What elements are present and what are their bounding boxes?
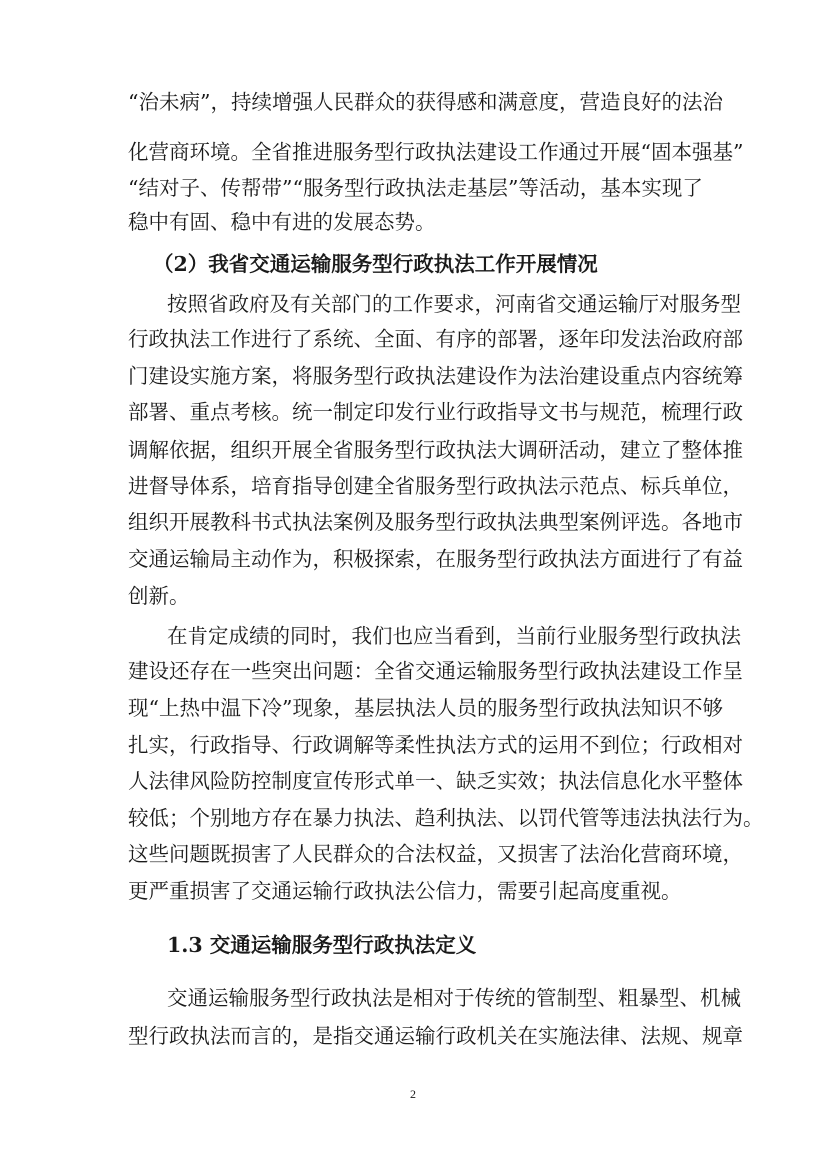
page-number: 2 [410,1087,416,1101]
paragraph-2-line-6: 进督导体系，培育指导创建全省服务型行政执法示范点、标兵单位， [128,474,743,498]
paragraph-3-line-1: 在肯定成绩的同时，我们也应当看到，当前行业服务型行政执法 [167,624,741,648]
paragraph-2-line-8: 交通运输局主动作为，积极探索，在服务型行政执法方面进行了有益 [128,547,743,571]
paragraph-3-line-2: 建设还存在一些突出问题：全省交通运输服务型行政执法建设工作呈 [128,659,743,683]
paragraph-2-line-5: 调解依据，组织开展全省服务型行政执法大调研活动，建立了整体推 [128,438,743,462]
paragraph-3-line-7: 这些问题既损害了人民群众的合法权益，又损害了法治化营商环境， [128,842,743,866]
paragraph-2-line-4: 部署、重点考核。统一制定印发行业行政指导文书与规范，梳理行政 [128,400,743,424]
paragraph-3-line-6: 较低；个别地方存在暴力执法、趋利执法、以罚代管等违法执法行为。 [128,806,764,830]
paragraph-1-line-1: “治未病”，持续增强人民群众的获得感和满意度，营造良好的法治 [128,90,723,114]
paragraph-2-line-1: 按照省政府及有关部门的工作要求，河南省交通运输厅对服务型 [167,292,741,316]
paragraph-3-line-8: 更严重损害了交通运输行政执法公信力，需要引起高度重视。 [128,879,682,903]
section-heading-1-3: 1.3 交通运输服务型行政执法定义 [167,933,477,957]
paragraph-2-line-3: 门建设实施方案，将服务型行政执法建设作为法治建设重点内容统筹 [128,364,743,388]
paragraph-4-line-1: 交通运输服务型行政执法是相对于传统的管制型、粗暴型、机械 [167,986,741,1010]
paragraph-1-line-3: “结对子、传帮带”“服务型行政执法走基层”等活动，基本实现了 [128,176,703,200]
paragraph-4-line-2: 型行政执法而言的，是指交通运输行政机关在实施法律、法规、规章 [128,1024,743,1048]
section-heading-2: （2）我省交通运输服务型行政执法工作开展情况 [153,252,598,276]
paragraph-2-line-7: 组织开展教科书式执法案例及服务型行政执法典型案例评选。各地市 [128,510,743,534]
paragraph-1-line-4: 稳中有固、稳中有进的发展态势。 [128,210,436,234]
paragraph-3-line-3: 现“上热中温下冷”现象，基层执法人员的服务型行政执法知识不够 [128,696,723,720]
paragraph-1-line-2: 化营商环境。全省推进服务型行政执法建设工作通过开展“固本强基” [128,140,744,164]
paragraph-2-line-2: 行政执法工作进行了系统、全面、有序的部署，逐年印发法治政府部 [128,327,743,351]
paragraph-2-line-9: 创新。 [128,584,190,608]
paragraph-3-line-5: 人法律风险防控制度宣传形式单一、缺乏实效；执法信息化水平整体 [128,769,743,793]
paragraph-3-line-4: 扎实，行政指导、行政调解等柔性执法方式的运用不到位；行政相对 [128,733,743,757]
